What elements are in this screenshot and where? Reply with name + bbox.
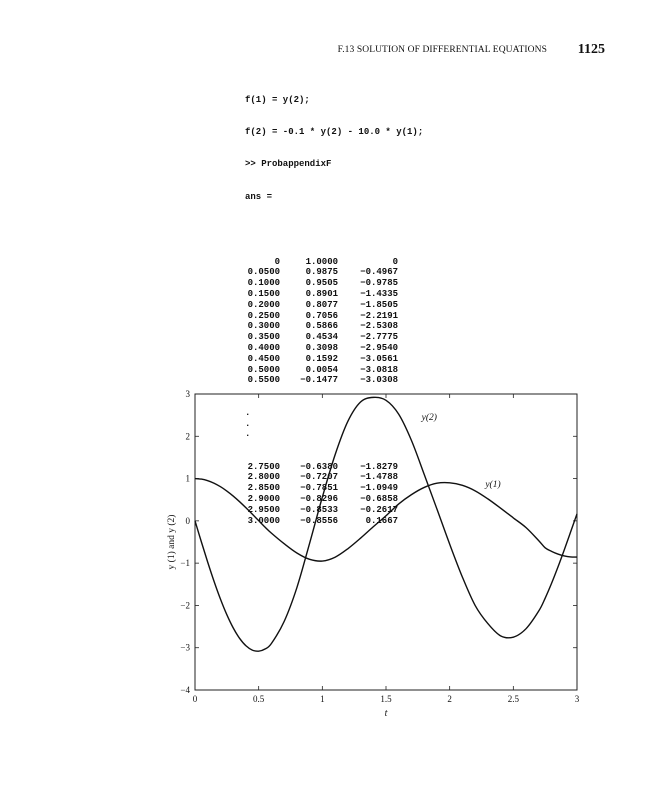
time-cell: 0.2000 [247, 299, 280, 310]
ellipsis-text: . [245, 429, 251, 440]
y1-cell: 0.1592 [305, 353, 338, 364]
code-line: f(1) = y(2); [245, 94, 310, 105]
y1-cell: 0.4534 [305, 332, 338, 343]
code-line: ans = [245, 191, 273, 202]
y2-cell: −1.4335 [360, 288, 398, 299]
x-tick-label: 1.5 [380, 694, 392, 704]
y-tick-label: 1 [185, 473, 190, 484]
x-tick-label: 1 [320, 694, 325, 704]
y2-cell: −0.9785 [360, 278, 398, 289]
y1-cell: −0.8533 [300, 504, 338, 515]
code-line: f(2) = -0.1 * y(2) - 10.0 * y(1); [245, 126, 424, 137]
ellipsis-text: . [245, 418, 251, 429]
time-cell: 2.9000 [247, 494, 280, 505]
series-line-y2 [195, 397, 577, 651]
page-number: 1125 [577, 42, 605, 57]
y2-cell: −1.4788 [360, 472, 398, 483]
code-line: >> ProbappendixF [245, 159, 332, 170]
ellipsis-text: . [245, 407, 251, 418]
plot-frame [195, 394, 577, 690]
y1-cell: 0.9505 [305, 278, 338, 289]
time-cell: 3.0000 [247, 515, 280, 526]
y1-cell: −0.8556 [300, 515, 338, 526]
x-tick-label: 0.5 [253, 694, 265, 704]
y2-cell: −1.0949 [360, 483, 398, 494]
time-cell: 2.8000 [247, 472, 280, 483]
y2-cell: −2.7775 [360, 332, 398, 343]
series-line-y1 [195, 479, 577, 562]
y2-cell: −2.9540 [360, 342, 398, 353]
y-axis-label: y (1) and y (2) [167, 514, 177, 570]
y2-cell: −1.8505 [360, 299, 398, 310]
x-tick-label: 2.5 [507, 694, 519, 704]
y-tick-label: −1 [180, 558, 190, 569]
y1-cell: 0.7056 [305, 310, 338, 321]
time-cell: 0.2500 [247, 310, 280, 321]
y-tick-label: −2 [180, 600, 190, 611]
y-tick-label: −4 [180, 685, 190, 695]
y2-cell: −3.0818 [360, 364, 398, 375]
x-tick-label: 3 [574, 694, 580, 704]
y1-cell: −0.6380 [300, 461, 338, 472]
series-annotation: y(1) [485, 480, 501, 491]
y1-cell: −0.8296 [300, 494, 338, 505]
x-tick-label: 0 [192, 694, 198, 704]
y-tick-label: 0 [185, 515, 190, 526]
y1-cell: 0.5866 [305, 321, 338, 332]
y1-cell: 0.8077 [305, 299, 338, 310]
y1-cell: −0.7207 [300, 472, 338, 483]
y1-cell: 0.3098 [305, 342, 338, 353]
y-tick-label: 3 [185, 389, 190, 399]
y1-cell: 1.0000 [305, 256, 338, 267]
y-tick-label: −3 [180, 642, 190, 653]
time-cell: 0.5500 [247, 375, 280, 386]
time-cell: 2.8500 [247, 483, 280, 494]
y-tick-label: 2 [185, 431, 190, 442]
y2-cell: 0 [392, 256, 398, 267]
y2-cell: −2.5308 [360, 321, 398, 332]
y2-cell: −1.8279 [360, 461, 398, 472]
y1-cell: 0.9875 [305, 267, 338, 278]
y1-cell: 0.8901 [305, 288, 338, 299]
time-cell: 0.1500 [247, 288, 280, 299]
y2-cell: −3.0561 [360, 353, 398, 364]
x-axis-label: t [384, 708, 388, 719]
series-annotation: y(2) [421, 413, 437, 424]
time-cell: 2.9500 [247, 504, 280, 515]
y1-cell: −0.7851 [300, 483, 338, 494]
y2-cell: −0.6858 [360, 494, 398, 505]
time-cell: 0 [274, 256, 280, 267]
y2-cell: 0.1667 [365, 515, 398, 526]
y1-cell: −0.1477 [300, 375, 338, 386]
y2-cell: −2.2191 [360, 310, 398, 321]
time-cell: 0.4000 [247, 342, 280, 353]
x-tick-label: 2 [447, 694, 452, 704]
y2-cell: −3.0308 [360, 375, 398, 386]
time-cell: 2.7500 [247, 461, 280, 472]
section-title: F.13 SOLUTION OF DIFFERENTIAL EQUATIONS [337, 45, 547, 55]
time-cell: 0.3500 [247, 332, 280, 343]
time-cell: 0.5000 [247, 364, 280, 375]
time-cell: 0.0500 [247, 267, 280, 278]
time-cell: 0.3000 [247, 321, 280, 332]
y2-cell: −0.2617 [360, 504, 398, 515]
time-cell: 0.4500 [247, 353, 280, 364]
y1-cell: 0.0054 [305, 364, 338, 375]
y2-cell: −0.4967 [360, 267, 398, 278]
time-cell: 0.1000 [247, 278, 280, 289]
